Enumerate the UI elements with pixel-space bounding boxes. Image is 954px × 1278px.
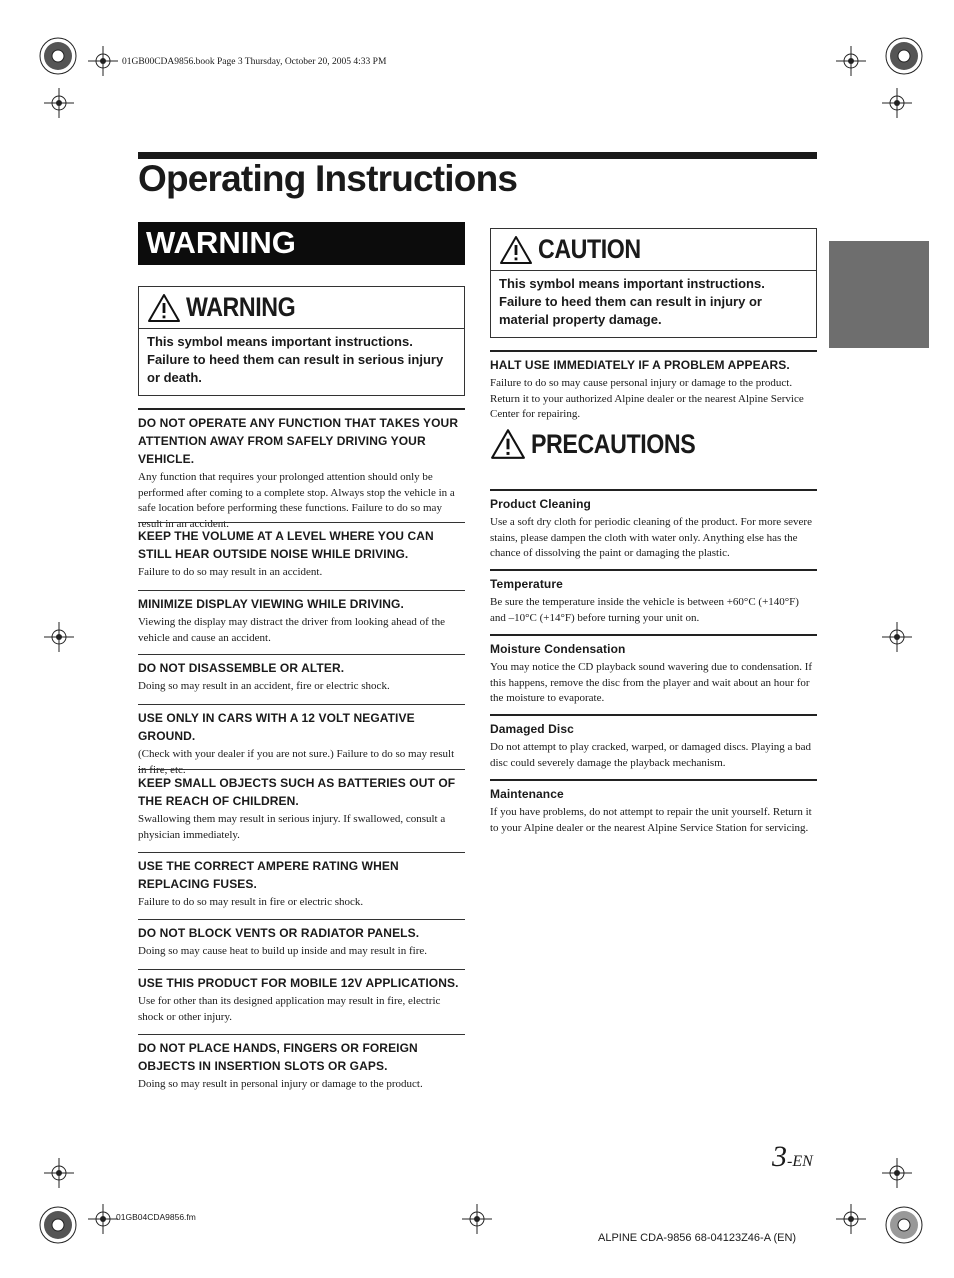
section-heading: DO NOT BLOCK VENTS OR RADIATOR PANELS. [138,926,420,940]
section-item [490,489,817,562]
section-body: Failure to do so may result in fire or electric shock. [138,896,364,908]
crosshair-mark-icon [836,1204,866,1234]
section-body: Failure to do so may cause personal injury or damage to the product. Return it to your authorized Alpine dealer or the nearest Alpine Service Center for repairing. [490,377,804,420]
footer-model-info: ALPINE CDA-9856 68-04123Z46-A (EN) [598,1232,797,1244]
crosshair-mark-icon [882,1158,912,1188]
crosshair-mark-icon [882,88,912,118]
warning-box-label: WARNING [186,292,296,322]
warning-box-header [139,287,464,329]
section-body: Doing so may result in an accident, fire or electric shock. [138,680,390,692]
section-body: Viewing the display may distract the driver from looking ahead of the vehicle and cause an accident. [138,616,445,644]
section-heading: USE THE CORRECT AMPERE RATING WHEN REPLACING FUSES. [138,859,399,891]
section-body: Use for other than its designed application may result in fire, electric shock or other injury. [138,995,441,1023]
registration-mark-icon [38,1205,78,1245]
side-tab [829,241,929,348]
footer-file-name: 01GB04CDA9856.fm [116,1212,196,1222]
caution-box-label: CAUTION [538,234,641,264]
caution-box-header [491,229,816,271]
section-body: (Check with your dealer if you are not sure.) Failure to do so may result in fire, etc. [138,748,455,776]
section-item [490,714,817,771]
section-item [490,779,817,836]
crosshair-mark-icon [44,1158,74,1188]
section-heading: MINIMIZE DISPLAY VIEWING WHILE DRIVING. [138,597,404,611]
crosshair-mark-icon [88,46,118,76]
section-body: Do not attempt to play cracked, warped, or damaged discs. Playing a bad disc could severely damage the playback mechanism. [490,741,812,769]
caution-box [490,228,817,338]
section-heading: DO NOT DISASSEMBLE OR ALTER. [138,661,345,675]
section-heading: KEEP SMALL OBJECTS SUCH AS BATTERIES OUT OF THE REACH OF CHILDREN. [138,776,456,808]
page-number-value: 3 [772,1140,787,1173]
caution-box-text: This symbol means important instructions. Failure to heed them can result in injury or material property damage. [499,276,765,327]
page-title: Operating Instructions [138,158,518,199]
precautions-label: PRECAUTIONS [531,428,696,459]
section-heading: USE ONLY IN CARS WITH A 12 VOLT NEGATIVE GROUND. [138,711,415,743]
section-heading: Maintenance [490,787,564,801]
registration-mark-icon [884,36,924,76]
crosshair-mark-icon [44,622,74,652]
section-item [138,769,465,843]
section-body: If you have problems, do not attempt to repair the unit yourself. Return it to your Alpine dealer or the nearest Alpine Service Station for servicing. [490,806,812,834]
warning-triangle-icon [147,293,181,323]
section-item [138,852,465,911]
section-heading: KEEP THE VOLUME AT A LEVEL WHERE YOU CAN STILL HEAR OUTSIDE NOISE WHILE DRIVING. [138,529,434,561]
section-item [138,654,465,695]
page-number-suffix: -EN [787,1153,813,1170]
crosshair-mark-icon [462,1204,492,1234]
section-body: Failure to do so may result in an accident. [138,566,323,578]
warning-box-text: This symbol means important instructions. Failure to heed them can result in serious injury or death. [147,334,444,385]
warning-triangle-icon [499,235,533,265]
section-item [490,634,817,707]
section-item [138,1034,465,1093]
section-body: You may notice the CD playback sound wavering due to condensation. If this happens, remove the disc from the player and wait about an hour for the moisture to evaporate. [490,661,813,704]
section-item [138,590,465,646]
section-heading: Temperature [490,577,563,591]
section-item [490,569,817,626]
section-body: Any function that requires your prolonged attention should only be performed after coming to a complete stop. Always stop the vehicle in a safe location before performing these functions. Failure to do so may result in an accident. [138,471,455,530]
warning-banner: WARNING [138,222,465,265]
section-heading: DO NOT OPERATE ANY FUNCTION THAT TAKES YOUR ATTENTION AWAY FROM SAFELY DRIVING YOUR VEHICLE. [138,416,459,466]
section-heading: HALT USE IMMEDIATELY IF A PROBLEM APPEARS. [490,358,790,372]
page-number [772,1140,813,1174]
section-item [490,350,817,423]
section-heading: Product Cleaning [490,497,591,511]
section-body: Doing so may result in personal injury or damage to the product. [138,1078,423,1090]
section-item [138,408,465,532]
section-heading: DO NOT PLACE HANDS, FINGERS OR FOREIGN OBJECTS IN INSERTION SLOTS OR GAPS. [138,1041,418,1073]
section-heading: Damaged Disc [490,722,574,736]
section-item [138,522,465,581]
section-body: Doing so may cause heat to build up inside and may result in fire. [138,945,427,957]
section-heading: Moisture Condensation [490,642,626,656]
section-body: Use a soft dry cloth for periodic cleaning of the product. For more severe stains, please dampen the cloth with water only. Anything else has the chance of dissolving the paint or damaging the plastic. [490,516,812,559]
warning-box [138,286,465,396]
crosshair-mark-icon [88,1204,118,1234]
crosshair-mark-icon [44,88,74,118]
section-item [138,919,465,960]
precautions-header [490,428,722,460]
section-body: Be sure the temperature inside the vehicle is between +60°C (+140°F) and –10°C (+14°F) before turning your unit on. [490,596,799,624]
warning-triangle-icon [490,428,526,460]
registration-mark-icon [38,36,78,76]
book-file-info: 01GB00CDA9856.book Page 3 Thursday, October 20, 2005 4:33 PM [122,57,387,67]
registration-mark-icon [884,1205,924,1245]
section-heading: USE THIS PRODUCT FOR MOBILE 12V APPLICATIONS. [138,976,459,990]
crosshair-mark-icon [882,622,912,652]
section-item [138,704,465,778]
crosshair-mark-icon [836,46,866,76]
section-body: Swallowing them may result in serious injury. If swallowed, consult a physician immediately. [138,813,446,841]
section-item [138,969,465,1025]
